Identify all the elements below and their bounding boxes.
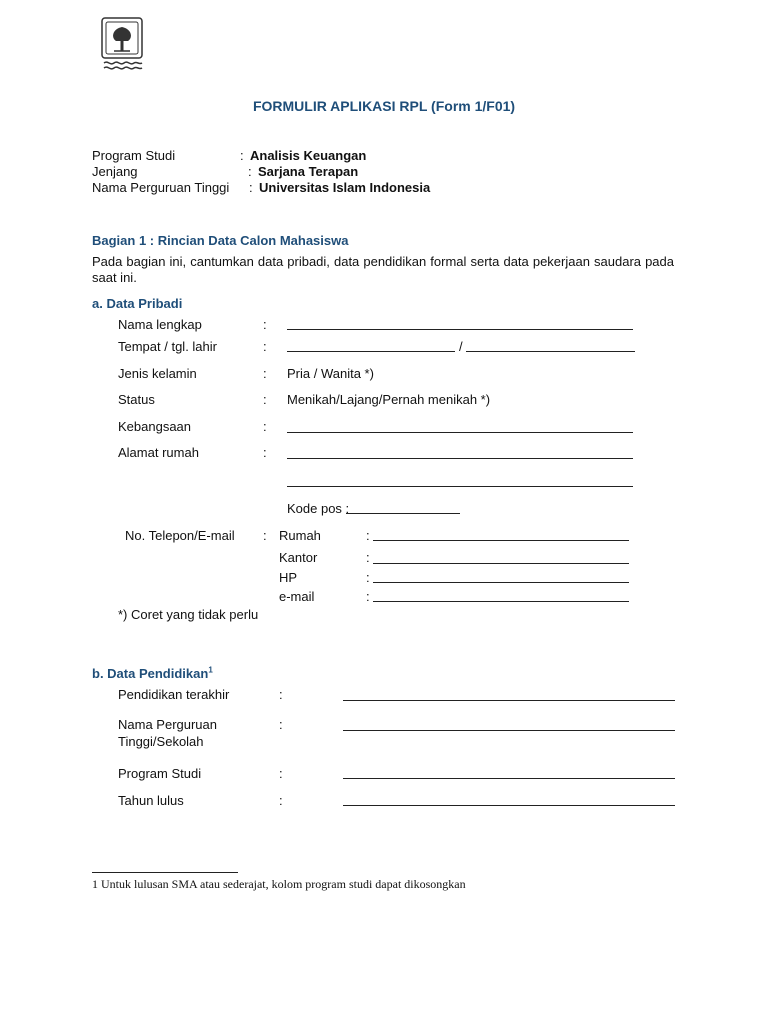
colon: :: [279, 766, 283, 781]
info-colon: :: [249, 180, 253, 195]
jenis-kelamin-options[interactable]: Pria / Wanita *): [287, 366, 374, 381]
colon: :: [366, 550, 370, 565]
colon: :: [279, 717, 283, 732]
label-program-studi: Program Studi: [118, 766, 202, 781]
colon: :: [263, 528, 267, 543]
section1-title: Bagian 1 : Rincian Data Calon Mahasiswa: [92, 233, 349, 248]
footnote-text: 1 Untuk lulusan SMA atau sederajat, kolom program studi dapat dikosongkan: [92, 877, 466, 891]
contact-email-field[interactable]: [373, 601, 629, 602]
coret-note: *) Coret yang tidak perlu: [118, 607, 259, 622]
label-kode-pos: Kode pos :: [287, 501, 350, 516]
ttl-separator: /: [459, 339, 463, 354]
contact-kantor-field[interactable]: [373, 563, 629, 564]
label-telepon-email: No. Telepon/E-mail: [125, 528, 235, 543]
info-value-program-studi: Analisis Keuangan: [250, 148, 367, 163]
label-contact-email: e-mail: [279, 589, 315, 604]
nama-perguruan-field[interactable]: [343, 730, 675, 731]
label-contact-hp: HP: [279, 570, 298, 585]
pendidikan-title-text: b. Data Pendidikan: [92, 666, 209, 681]
colon: :: [366, 589, 370, 604]
pribadi-title: a. Data Pribadi: [92, 296, 183, 311]
info-colon: :: [240, 148, 244, 163]
label-pendidikan-terakhir: Pendidikan terakhir: [118, 687, 230, 702]
info-value-jenjang: Sarjana Terapan: [258, 164, 359, 179]
info-value-perguruan-tinggi: Universitas Islam Indonesia: [259, 180, 431, 195]
colon: :: [263, 445, 267, 460]
label-nama-lengkap: Nama lengkap: [118, 317, 202, 332]
pendidikan-terakhir-field[interactable]: [343, 700, 675, 701]
colon: :: [366, 570, 370, 585]
label-kebangsaan: Kebangsaan: [118, 419, 192, 434]
label-alamat-rumah: Alamat rumah: [118, 445, 199, 460]
university-logo: [100, 16, 146, 72]
contact-rumah-field[interactable]: [373, 540, 629, 541]
label-tahun-lulus: Tahun lulus: [118, 793, 184, 808]
form-title: FORMULIR APLIKASI RPL (Form 1/F01): [252, 98, 516, 114]
kebangsaan-field[interactable]: [287, 432, 633, 433]
tgl-lahir-field[interactable]: [466, 351, 635, 352]
label-nama-perguruan-2: Tinggi/Sekolah: [118, 734, 204, 749]
kode-pos-field[interactable]: [346, 513, 460, 514]
colon: :: [263, 366, 267, 381]
info-label-perguruan-tinggi: Nama Perguruan Tinggi: [92, 180, 230, 195]
program-studi-field[interactable]: [343, 778, 675, 779]
status-options[interactable]: Menikah/Lajang/Pernah menikah *): [287, 392, 491, 407]
section1-intro: Pada bagian ini, cantumkan data pribadi, data pendidikan formal serta data pekerjaan saudara pada saat ini.: [92, 254, 674, 285]
colon: :: [263, 339, 267, 354]
label-status: Status: [118, 392, 155, 407]
label-tempat-tgl-lahir: Tempat / tgl. lahir: [118, 339, 217, 354]
label-contact-kantor: Kantor: [279, 550, 318, 565]
colon: :: [279, 793, 283, 808]
label-jenis-kelamin: Jenis kelamin: [118, 366, 197, 381]
nama-lengkap-field[interactable]: [287, 329, 633, 330]
contact-hp-field[interactable]: [373, 582, 629, 583]
colon: :: [263, 392, 267, 407]
footnote-ref: 1: [208, 665, 213, 675]
label-contact-rumah: Rumah: [279, 528, 321, 543]
alamat-field-line-1[interactable]: [287, 458, 633, 459]
pendidikan-title: [92, 666, 213, 682]
info-colon: :: [248, 164, 252, 179]
info-label-program-studi: Program Studi: [92, 148, 176, 163]
tempat-lahir-field[interactable]: [287, 351, 455, 352]
colon: :: [263, 317, 267, 332]
footnote-divider: [92, 872, 238, 873]
colon: :: [263, 419, 267, 434]
alamat-field-line-2[interactable]: [287, 486, 633, 487]
info-label-jenjang: Jenjang: [92, 164, 138, 179]
colon: :: [279, 687, 283, 702]
tahun-lulus-field[interactable]: [343, 805, 675, 806]
label-nama-perguruan-1: Nama Perguruan: [118, 717, 217, 732]
colon: :: [366, 528, 370, 543]
